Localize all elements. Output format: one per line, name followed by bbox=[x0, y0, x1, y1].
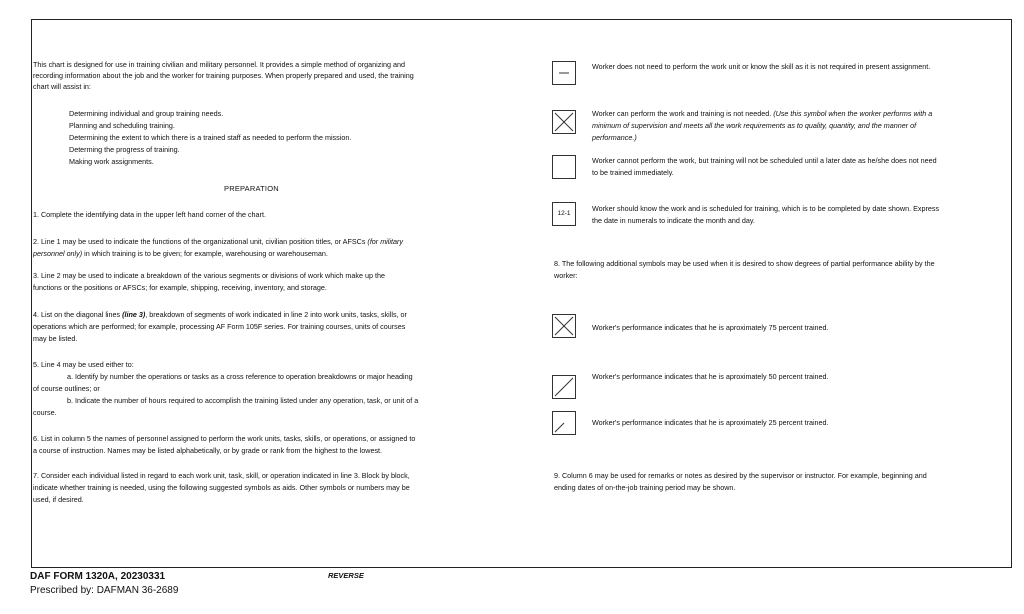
seventy-five-percent-symbol-icon bbox=[552, 314, 576, 338]
step-7-line-2: indicate whether training is needed, using the following suggested symbols as aids. Other symbols or numbers may be bbox=[33, 483, 410, 492]
step-1: 1. Complete the identifying data in the upper left hand corner of the chart. bbox=[33, 210, 266, 219]
form-number: DAF FORM 1320A, 20230331 bbox=[30, 571, 166, 582]
partial-50-desc: Worker's performance indicates that he is aproximately 50 percent trained. bbox=[592, 372, 829, 381]
step-6-line-1: 6. List in column 5 the names of personnel assigned to perform the work units, tasks, skills, or operations, or assigned to bbox=[33, 434, 416, 443]
step-2-line-2: personnel only) in which training is to be given; for example, warehousing or warehouseman. bbox=[33, 249, 328, 258]
symbol-x-desc-line-3: performance.) bbox=[592, 133, 637, 142]
fifty-percent-symbol-icon bbox=[552, 375, 576, 399]
reverse-label: REVERSE bbox=[328, 571, 364, 580]
step-5-line-5: course. bbox=[33, 408, 57, 417]
step-3-line-2: functions or the positions or AFSCs; for example, shipping, receiving, inventory, and storage. bbox=[33, 283, 327, 292]
symbol-date-desc-line-1: Worker should know the work and is scheduled for training, which is to be completed by date shown. Express bbox=[592, 204, 940, 213]
assist-item: Determining the extent to which there is a trained staff as needed to perform the mission. bbox=[69, 133, 352, 142]
step-5-line-1: 5. Line 4 may be used either to: bbox=[33, 360, 134, 369]
symbol-x-desc-line-1: Worker can perform the work and training is not needed. (Use this symbol when the worker performs with a bbox=[592, 109, 933, 118]
symbol-date-desc-line-2: the date in numerals to indicate the month and day. bbox=[592, 216, 755, 225]
dash-symbol-icon bbox=[552, 61, 576, 85]
step-4-line-2: operations which are performed; for example, processing AF Form 105F series. For training courses, units of courses bbox=[33, 322, 406, 331]
assist-item: Making work assignments. bbox=[69, 157, 154, 166]
symbol-blank-desc-line-2: to be trained immediately. bbox=[592, 168, 674, 177]
step-5-line-2: a. Identify by number the operations or tasks as a cross reference to operation breakdowns or major heading bbox=[67, 372, 413, 381]
step-9-line-1: 9. Column 6 may be used for remarks or notes as desired by the supervisor or instructor. For example, beginning and bbox=[554, 471, 927, 480]
intro-line-3: chart will assist in: bbox=[33, 82, 91, 91]
assist-item: Determining individual and group training needs. bbox=[69, 109, 224, 118]
x-symbol-icon bbox=[552, 110, 576, 134]
partial-75-desc: Worker's performance indicates that he is aproximately 75 percent trained. bbox=[592, 323, 829, 332]
blank-symbol-icon bbox=[552, 155, 576, 179]
symbol-blank-desc-line-1: Worker cannot perform the work, but training will not be scheduled until a later date as he/she does not need bbox=[592, 156, 937, 165]
step-7-line-1: 7. Consider each individual listed in regard to each work unit, task, skill, or operation indicated in line 3. Block by block, bbox=[33, 471, 410, 480]
step-3-line-1: 3. Line 2 may be used to indicate a breakdown of the various segments or divisions of work which make up the bbox=[33, 271, 385, 280]
date-symbol-icon: 12-1 bbox=[552, 202, 576, 226]
intro-line-1: This chart is designed for use in training civilian and military personnel. It provides a simple method of organizing and bbox=[33, 60, 405, 69]
assist-item: Determing the progress of training. bbox=[69, 145, 180, 154]
step-8-line-2: worker: bbox=[554, 271, 578, 280]
partial-25-desc: Worker's performance indicates that he is aproximately 25 percent trained. bbox=[592, 418, 829, 427]
step-5-line-4: b. Indicate the number of hours required to accomplish the training listed under any operation, task, or unit of a bbox=[67, 396, 419, 405]
step-5-line-3: of course outlines; or bbox=[33, 384, 100, 393]
step-4-line-1: 4. List on the diagonal lines (line 3), breakdown of segments of work indicated in line 2 into work units, tasks, skills, or bbox=[33, 310, 407, 319]
step-8-line-1: 8. The following additional symbols may be used when it is desired to show degrees of partial performance ability by the bbox=[554, 259, 935, 268]
step-7-line-3: used, if desired. bbox=[33, 495, 84, 504]
symbol-x-desc-line-2: minimum of supervision and meets all the work requirements as to quality, quantity, and the manner of bbox=[592, 121, 917, 130]
step-9-line-2: ending dates of on-the-job training period may be shown. bbox=[554, 483, 736, 492]
prescribed-by: Prescribed by: DAFMAN 36-2689 bbox=[30, 585, 179, 596]
preparation-heading: PREPARATION bbox=[224, 184, 279, 193]
step-4-line-3: may be listed. bbox=[33, 334, 78, 343]
step-2-line-1: 2. Line 1 may be used to indicate the functions of the organizational unit, civilian position titles, or AFSCs (for military bbox=[33, 237, 403, 246]
twenty-five-percent-symbol-icon bbox=[552, 411, 576, 435]
intro-line-2: recording information about the job and the worker for training purposes. When properly prepared and used, the training bbox=[33, 71, 414, 80]
assist-item: Planning and scheduling training. bbox=[69, 121, 175, 130]
step-6-line-2: a course of instruction. Names may be listed alphabetically, or by grade or rank from the highest to the lowest. bbox=[33, 446, 383, 455]
symbol-dash-desc: Worker does not need to perform the work unit or know the skill as it is not required in present assignment. bbox=[592, 62, 931, 71]
